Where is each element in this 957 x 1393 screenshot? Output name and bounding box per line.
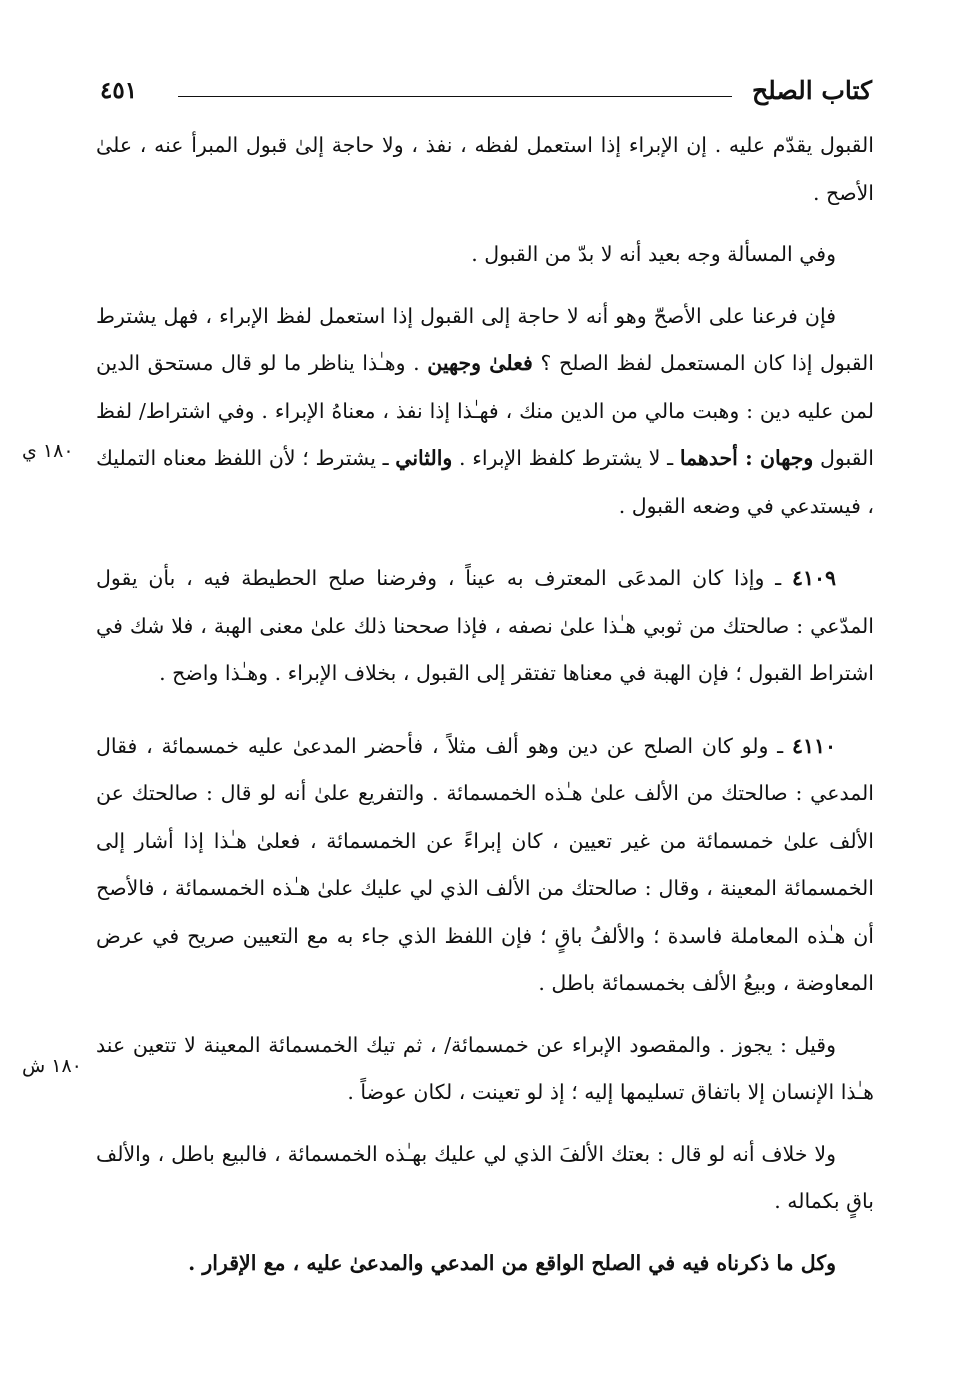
bold-phrase: وجهان : أحدهما <box>679 446 814 470</box>
page-number: ٤٥١ <box>100 77 138 104</box>
page-header <box>100 76 872 116</box>
bold-phrase: والثاني <box>395 446 453 470</box>
paragraph-3 <box>96 293 874 531</box>
bold-phrase: فعلىٰ وجهين <box>427 351 533 375</box>
paragraph-text: وقيل : يجوز . والمقصود الإبراء عن خمسمائة/ ، ثم تيك الخمسمائة المعينة لا تتعين عند هـٰذا الإنسان إلا باتفاق تسليمها إليه ؛ إذ لو تعينت ، لكان عوضاً . <box>96 1032 874 1104</box>
paragraph-text: ـ ولو كان الصلح عن دين وهو ألف مثلاً ، فأحضر المدعىٰ عليه خمسمائة ، فقال المدعي : صالحتك من الألف علىٰ هـٰذه الخمسمائة . والتفريع علىٰ أنه لو قال : صالحتك عن الألف علىٰ خمسمائة من غير تعيين ، كان إبراءً عن الخمسمائة ، فعلىٰ هـٰذا إذا أشار إلى الخمسمائة المعينة ، وقال : صالحتك من الألف الذي لي عليك علىٰ هـٰذه الخمسمائة ، فالأصح أن هـٰذه المعاملة فاسدة ؛ والألفُ باقٍ ؛ فإن اللفظ الذي جاء به مع التعيين صريح في عرض المعاوضة ، وبيعُ الألف بخمسمائة باطل . <box>96 733 874 995</box>
paragraph-8 <box>96 1240 874 1288</box>
paragraph-text: ـ وإذا كان المدعَى المعترف به عيناً ، وفرضنا صلح الحطيطة فيه ، بأن يقول المدّعي : صالحتك من ثوبي هـٰذا علىٰ نصفه ، فإذا صححنا ذلك علىٰ معنى الهبة ، فلا شك في اشتراط القبول ؛ فإن الهبة في معناها تفتقر إلى القبول ، بخلاف الإبراء . وهـٰذا واضح . <box>96 566 874 685</box>
paragraph-text: ـ لا يشترط كلفظ الإبراء . <box>452 446 680 470</box>
paragraph-text: . وهـٰذا يناظر ما لو قال مستحق الدين لمن عليه دين : وهبت مالي من الدين منك ، فهـٰذا إذا نفذ ، معناهُ الإبراء . وفي اشتراط/ لفظ القبول <box>96 351 874 470</box>
paragraph-4109 <box>96 555 874 698</box>
chapter-title: كتاب الصلح <box>752 76 872 105</box>
paragraph-2 <box>96 231 874 279</box>
margin-note-2: ١٨٠ ش <box>22 1055 82 1077</box>
paragraph-text: وفي المسألة وجه بعيد أنه لا بدّ من القبول . <box>471 242 836 266</box>
page-body <box>96 122 874 1287</box>
margin-note-1: ١٨٠ ي <box>22 440 74 462</box>
issue-number: ٤١١٠ <box>791 733 836 758</box>
paragraph-text: ولا خلاف أنه لو قال : بعتك الألفَ الذي لي عليك بهـٰذه الخمسمائة ، فالبيع باطل ، والألف باقٍ بكماله . <box>96 1141 874 1213</box>
header-rule <box>178 96 732 97</box>
paragraph-4110 <box>96 723 874 1008</box>
issue-number: ٤١٠٩ <box>791 566 836 590</box>
paragraph-text: ـ يشترط ؛ لأن اللفظ معناه التمليك ، فيستدعي في وضعه القبول . <box>96 446 874 518</box>
paragraph-text: وكل ما ذكرناه فيه في الصلح الواقع من المدعي والمدعىٰ عليه ، مع الإقرار . <box>188 1250 836 1275</box>
paragraph-1 <box>96 122 874 217</box>
paragraph-6 <box>96 1022 874 1117</box>
paragraph-text: فإن فرعنا على الأصحّ وهو أنه لا حاجة إلى القبول إذا استعمل لفظ الإبراء ، فهل يشترط القبول إذا كان المستعمل لفظ الصلح ؟ <box>96 303 875 375</box>
paragraph-7 <box>96 1131 874 1226</box>
paragraph-text: القبول يقدّم عليه . إن الإبراء إذا استعمل لفظه ، نفذ ، ولا حاجة إلىٰ قبول المبرأ عنه ، علىٰ الأصح . <box>96 133 874 205</box>
